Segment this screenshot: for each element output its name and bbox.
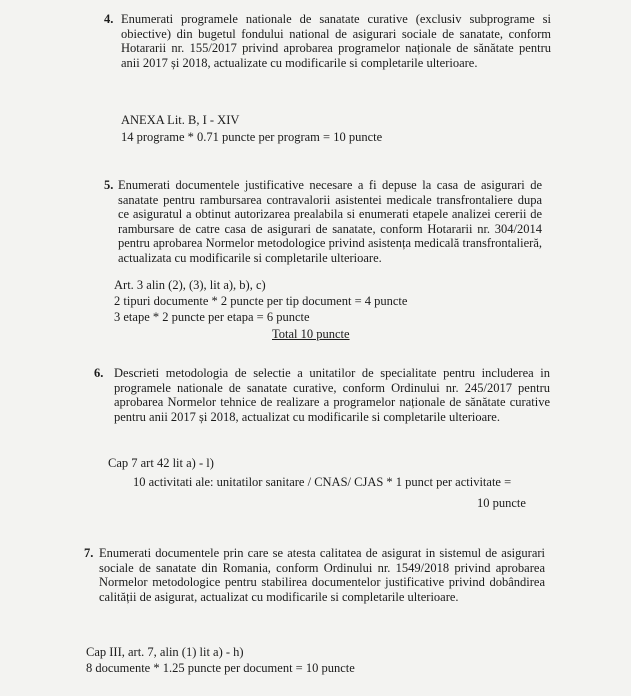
question-4-text: Enumerati programele nationale de sanatate curative (exclusiv subprograme si obiective) din bugetul fondului national de asigurari sociale de sanatate, conform Hotararii nr. 155/2017 privind aprobarea programelor naționale de sănătate pentru anii 2017 și 2018, actualizate cu modificarile si completarile ulterioare. xyxy=(121,12,551,70)
question-6-reference: Cap 7 art 42 lit a) - l) xyxy=(108,456,214,470)
question-7-number: 7. xyxy=(84,546,94,560)
question-7-reference: Cap III, art. 7, alin (1) lit a) - h) xyxy=(86,645,244,659)
question-5-text: Enumerati documentele justificative necesare a fi depuse la casa de asigurari de sanatate pentru rambursarea contravalorii asistentei medicale transfrontaliere dupa ce asiguratul a obtinut autorizarea prealabila si enumerati etapele analizei cererii de rambursare de catre casa de asigurari de sanatate, conform Hotararii nr. 304/2014 pentru aprobarea Normelor metodologice privind asistența medicală transfrontalieră, actualizata cu modificarile si completarile ulterioare. xyxy=(118,178,542,265)
question-5-score-documents: 2 tipuri documente * 2 puncte per tip document = 4 puncte xyxy=(114,294,408,308)
question-6-score-line-1: 10 activitati ale: unitatilor sanitare / CNAS/ CJAS * 1 punct per activitate = xyxy=(133,475,512,489)
question-7-score: 8 documente * 1.25 puncte per document = 10 puncte xyxy=(86,661,355,675)
question-4-score: 14 programe * 0.71 puncte per program = 10 puncte xyxy=(121,130,383,144)
question-5-total: Total 10 puncte xyxy=(272,327,350,341)
question-5-reference: Art. 3 alin (2), (3), lit a), b), c) xyxy=(114,278,266,292)
question-6-text: Descrieti metodologia de selectie a unitatilor de specialitate pentru includerea in programele nationale de sanatate curative, conform Ordinului nr. 245/2017 pentru aprobarea Normelor tehnice de realizare a programelor naționale de sănătate curative pentru anii 2017 și 2018, actualizat cu modificarile si completarile ulterioare. xyxy=(114,366,550,424)
question-4-number: 4. xyxy=(104,12,114,26)
question-4-reference: ANEXA Lit. B, I - XIV xyxy=(121,113,240,127)
question-5-number: 5. xyxy=(104,178,114,192)
question-7-text: Enumerati documentele prin care se atesta calitatea de asigurat in sistemul de asigurari sociale de sanatate din Romania, conform Ordinului nr. 1549/2018 privind aprobarea Normelor metodologice pentru stabilirea documentelor justificative privind dobândirea calității de asigurat, actualizat cu modificarile si completarile ulterioare. xyxy=(99,546,545,604)
question-6-number: 6. xyxy=(94,366,104,380)
question-5-score-stages: 3 etape * 2 puncte per etapa = 6 puncte xyxy=(114,310,310,324)
question-6-score-line-2: 10 puncte xyxy=(477,496,526,510)
